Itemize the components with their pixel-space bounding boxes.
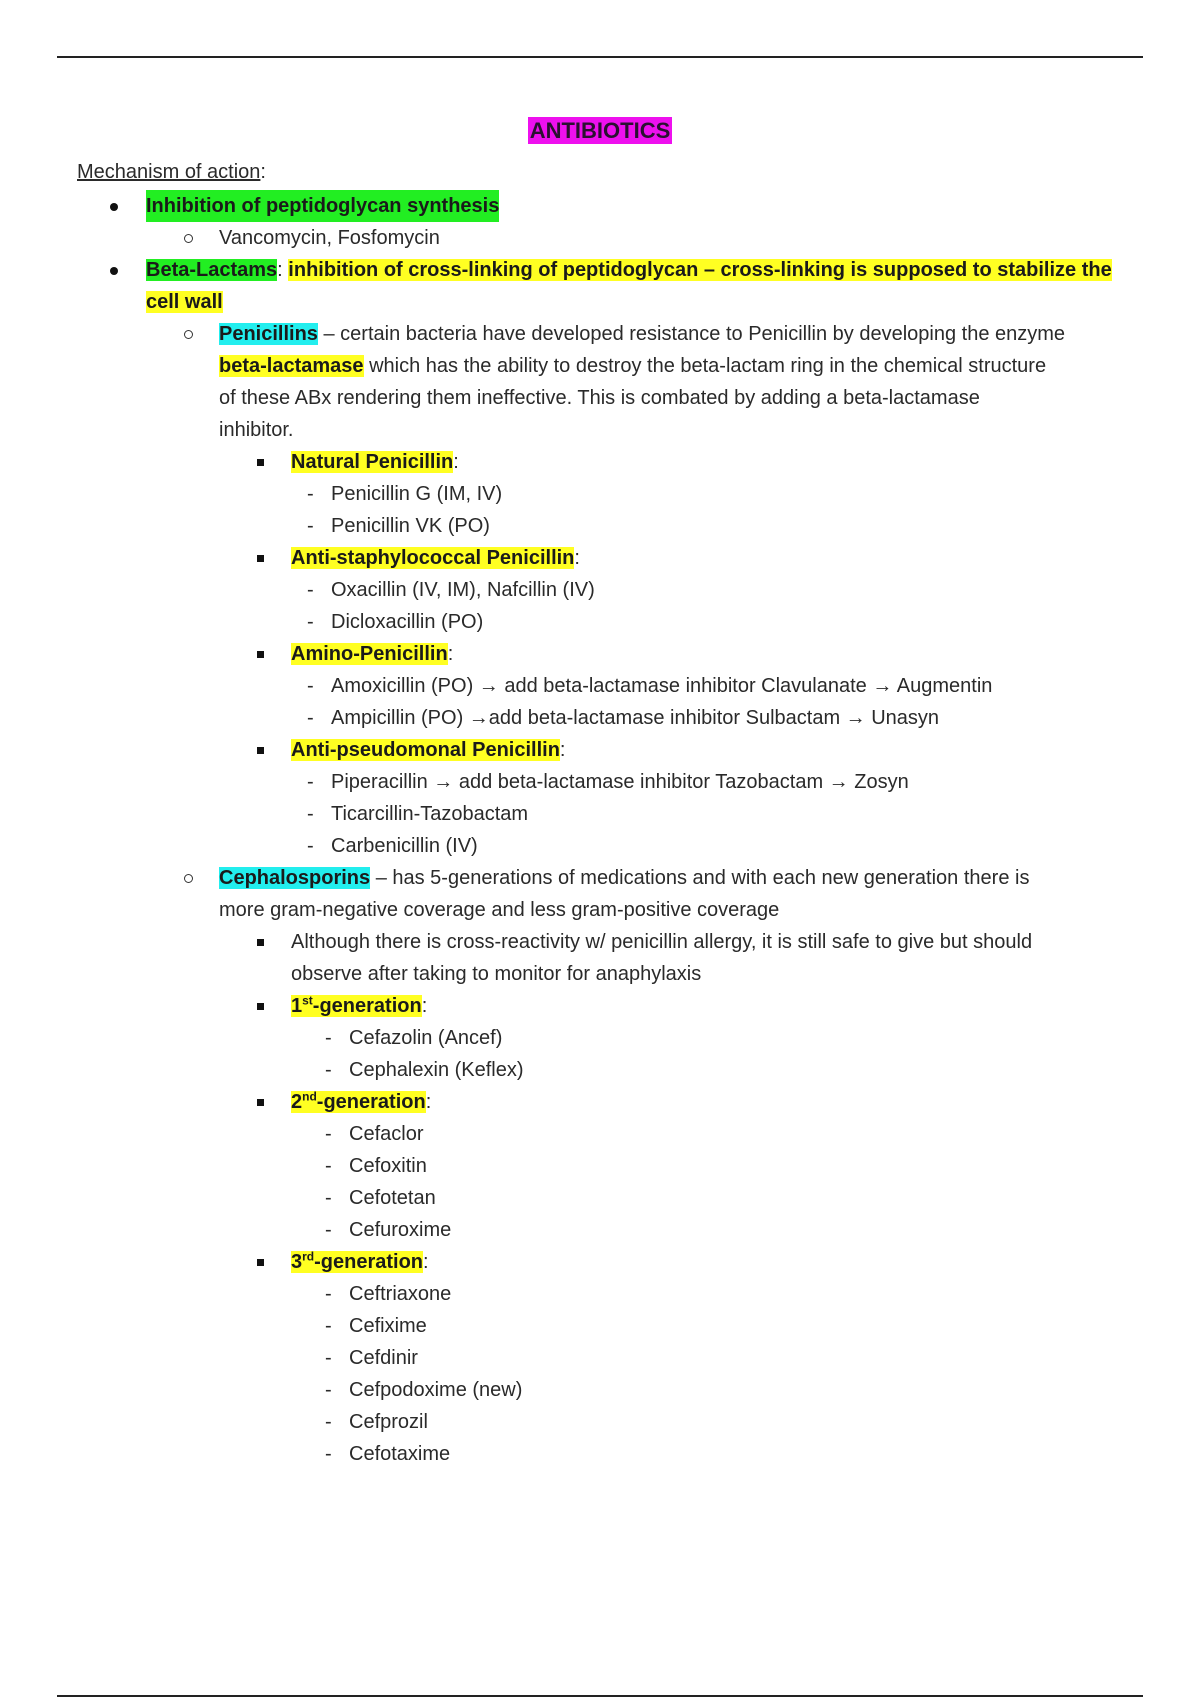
square-bullet-icon [257,555,264,562]
square-bullet-icon [257,459,264,466]
list-item: - Dicloxacillin (PO) [307,611,484,633]
circle-bullet-icon [184,234,193,243]
penicillins-line2: beta-lactamase which has the ability to destroy the beta-lactam ring in the chemical structure [219,355,1047,377]
moa-heading: Mechanism of action: [77,161,266,183]
header-rule [57,56,1143,58]
list-item: - Cefprozil [325,1411,428,1433]
list-item: - Cefpodoxime (new) [325,1379,523,1401]
list-item: - Cefaclor [325,1123,424,1145]
list-item: - Cefoxitin [325,1155,427,1177]
list-item: - Piperacillin → add beta-lactamase inhibitor Tazobactam → Zosyn [307,771,909,793]
list-item: - Cefixime [325,1315,427,1337]
list-item: - Ampicillin (PO) →add beta-lactamase inhibitor Sulbactam → Unasyn [307,707,940,729]
list-item: - Cephalexin (Keflex) [325,1059,524,1081]
list-item: - Cefuroxime [325,1219,452,1241]
square-bullet-icon [257,1259,264,1266]
list-item: - Ceftriaxone [325,1283,452,1305]
list-item: - Cefdinir [325,1347,418,1369]
square-bullet-icon [257,939,264,946]
list-item: - Penicillin VK (PO) [307,515,490,537]
penicillins-line4: inhibitor. [219,419,294,441]
square-bullet-icon [257,651,264,658]
penicillins-line3: of these ABx rendering them ineffective. This is combated by adding a beta-lactamase [219,387,980,409]
bullet-icon [110,267,118,275]
list-item: - Cefotaxime [325,1443,451,1465]
document-page: ANTIBIOTICS Mechanism of action: Inhibition of peptidoglycan synthesis Vancomycin, Fosfomycin Beta-Lactams: inhibition of cross-linking of peptidoglycan – cross-linking is supposed to stabilize the cell wall Penicillins – certain bacteria have developed resistance to Penicillin by developing the enzyme beta-lactamase which has the ability to destroy the beta-lactam ring in the chemical structure of these ABx rendering them ineffective. This is combated by adding a beta-lactamase inhibitor. Natural Penicillin: - Penicillin G (IM, IV) - Penicillin VK (PO) Anti-staphylococcal Penicillin: - Oxacillin (IV, IM), Nafcillin (IV) - Dicloxacillin (PO) Amino-Penicillin: - Amoxicillin (PO) → add beta-lactamase inhibitor Clavulanate → Augmentin - Ampicillin (PO) →add beta-lactamase inhibitor Sulbactam → Unasyn Anti-pseudomonal Penicillin: - Piperacillin → add beta-lactamase inhibitor Tazobactam → Zosyn - Ticarcillin-Tazobactam - Carbenicillin (IV) Cephalosporins – has 5-generations of medications and with each new generation there is more gram-negative coverage and less gram-positive coverage Although there is cross-reactivity w/ penicillin allergy, it is still safe to give but should observe after taking to monitor for anaphylaxis 1st-generation: - Cefazolin (Ancef) - Cephalexin (Keflex) 2nd-generation: - Cefaclor - Cefoxitin - Cefotetan - Cefuroxime 3rd-generation: - Ceftriaxone - Cefixime - Cefdinir - Cefpodoxime (new) - Cefprozil - Cefotaxime [0,0,1200,1700]
page-title: ANTIBIOTICS [529,118,671,143]
list-item: - Penicillin G (IM, IV) [307,483,503,505]
cephalosporins-line2: more gram-negative coverage and less gram-positive coverage [219,899,780,921]
square-bullet-icon [257,747,264,754]
cross-reactivity-note-cont: observe after taking to monitor for anaphylaxis [291,963,702,985]
list-item: - Oxacillin (IV, IM), Nafcillin (IV) [307,579,595,601]
square-bullet-icon [257,1099,264,1106]
circle-bullet-icon [184,874,193,883]
list-item: - Amoxicillin (PO) → add beta-lactamase inhibitor Clavulanate → Augmentin [307,675,993,697]
list-item: - Ticarcillin-Tazobactam [307,803,529,825]
footer-rule [57,1695,1143,1697]
square-bullet-icon [257,1003,264,1010]
list-item: - Cefotetan [325,1187,436,1209]
list-item: - Cefazolin (Ancef) [325,1027,503,1049]
list-item: - Carbenicillin (IV) [307,835,478,857]
circle-bullet-icon [184,330,193,339]
bullet-icon [110,203,118,211]
beta-lactams-desc-cont: cell wall [146,291,223,313]
